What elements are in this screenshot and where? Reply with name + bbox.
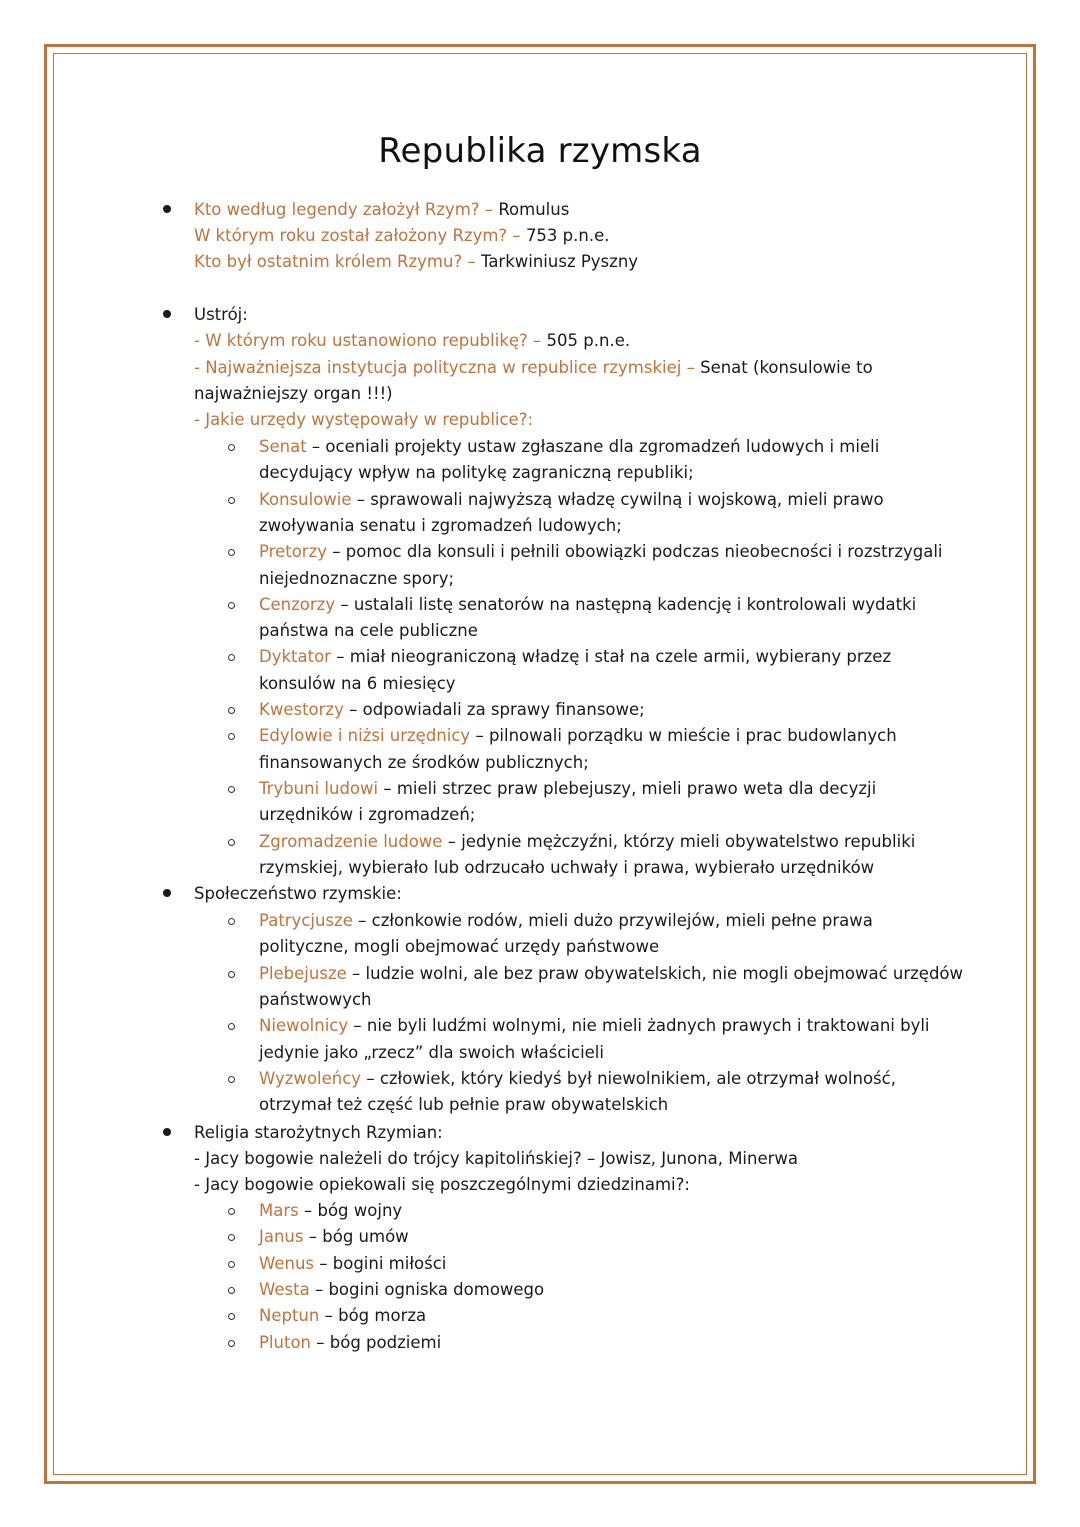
item-term: Pretorzy bbox=[259, 542, 328, 562]
item-dash: – bbox=[324, 1306, 333, 1326]
item-term: Wenus bbox=[259, 1253, 315, 1273]
question-text: Kto był ostatnim królem Rzymu? bbox=[194, 252, 463, 271]
item-description: bóg wojny bbox=[317, 1201, 403, 1220]
sub-bullet-icon bbox=[228, 1261, 235, 1268]
item-term: Plebejusze bbox=[259, 963, 347, 983]
item-dash: – bbox=[303, 1201, 313, 1220]
list-item bbox=[259, 541, 943, 563]
item-description: mieli strzec praw plebejuszy, mieli prawo weta dla decyzji bbox=[396, 778, 877, 798]
founding-question-1: Kto według legendy założył Rzym? – Romulus bbox=[194, 200, 570, 219]
heading-text: Ustrój: bbox=[194, 305, 248, 324]
list-item bbox=[259, 1068, 896, 1090]
item-term: Neptun bbox=[259, 1306, 320, 1326]
item-term: Zgromadzenie ludowe bbox=[259, 831, 443, 851]
item-description: bóg umów bbox=[322, 1227, 409, 1247]
ustroj-question-1: - W którym roku ustanowiono republikę? – 505 p.n.e. bbox=[194, 331, 631, 350]
item-description: odpowiadali za sprawy finansowe; bbox=[362, 700, 645, 719]
sub-bullet-icon bbox=[228, 497, 235, 504]
list-item-continuation bbox=[259, 515, 622, 537]
list-item bbox=[259, 1015, 930, 1037]
list-item bbox=[259, 1200, 402, 1222]
item-dash: – bbox=[447, 831, 456, 851]
answer-text: najważniejszy organ !!!) bbox=[194, 384, 393, 403]
item-dash: – bbox=[308, 1227, 317, 1247]
answer-text: Tarkwiniusz Pyszny bbox=[480, 252, 639, 271]
item-term: Westa bbox=[259, 1279, 310, 1299]
list-item bbox=[259, 1226, 409, 1248]
religia-question-1: - Jacy bogowie należeli do trójcy kapitolińskiej? – Jowisz, Junona, Minerwa bbox=[194, 1149, 799, 1168]
item-description: sprawowali najwyższą władzę cywilną i wojskową, mieli prawo bbox=[370, 489, 884, 509]
answer-text: 505 p.n.e. bbox=[546, 331, 631, 350]
list-item bbox=[259, 1253, 446, 1275]
religia-question-2 bbox=[194, 1174, 690, 1196]
list-item-continuation bbox=[259, 620, 478, 642]
spoleczenstwo-heading bbox=[194, 883, 402, 905]
list-item bbox=[259, 778, 876, 800]
sub-bullet-icon bbox=[228, 1340, 235, 1347]
item-dash: – bbox=[340, 594, 349, 614]
list-item-continuation bbox=[259, 857, 874, 879]
list-item bbox=[259, 699, 645, 721]
item-description: miał nieograniczoną władzę i stał na czele armii, wybierany przez bbox=[349, 647, 892, 667]
item-description: państwa na cele publiczne bbox=[259, 621, 478, 641]
list-item-continuation bbox=[259, 804, 475, 826]
item-description: ludzie wolni, ale bez praw obywatelskich, nie mogli obejmować urzędów bbox=[365, 963, 964, 983]
list-item-continuation bbox=[259, 1042, 604, 1064]
item-dash: – bbox=[349, 700, 358, 719]
item-description: bogini ogniska domowego bbox=[328, 1279, 545, 1299]
list-item bbox=[259, 1332, 441, 1354]
item-dash: – bbox=[332, 542, 341, 562]
heading-text: Społeczeństwo rzymskie: bbox=[194, 884, 402, 903]
item-dash: – bbox=[352, 963, 361, 983]
bullet-section-spoleczenstwo bbox=[163, 889, 171, 897]
item-description: decydujący wpływ na politykę zagraniczną republiki; bbox=[259, 463, 694, 483]
page-title: Republika rzymska bbox=[378, 131, 702, 171]
item-term: Patrycjusze bbox=[259, 911, 353, 930]
item-dash: – bbox=[316, 1332, 325, 1352]
item-description: jedynie mężczyźni, którzy mieli obywatelstwo republiki bbox=[461, 831, 916, 851]
list-item bbox=[259, 646, 891, 668]
item-description: pomoc dla konsuli i pełnili obowiązki podczas nieobecności i rozstrzygali bbox=[345, 542, 943, 562]
ustroj-question-3 bbox=[194, 409, 533, 431]
ustroj-question-2: - Najważniejsza instytucja polityczna w republice rzymskiej – Senat (konsulowie to bbox=[194, 358, 873, 377]
question-text: - Jacy bogowie należeli do trójcy kapitolińskiej? bbox=[194, 1149, 582, 1168]
item-term: Dyktator bbox=[259, 647, 331, 667]
item-description: jedynie jako „rzecz” dla swoich właścicieli bbox=[259, 1042, 604, 1062]
item-description: oceniali projekty ustaw zgłaszane dla zgromadzeń ludowych i mieli bbox=[325, 437, 880, 456]
item-dash: – bbox=[475, 726, 484, 746]
list-item bbox=[259, 831, 915, 853]
founding-question-3: Kto był ostatnim królem Rzymu? – Tarkwiniusz Pyszny bbox=[194, 252, 639, 271]
sub-bullet-icon bbox=[228, 839, 235, 846]
item-dash: – bbox=[383, 778, 392, 798]
list-item bbox=[259, 910, 873, 932]
item-dash: – bbox=[353, 1016, 362, 1036]
sub-bullet-icon bbox=[228, 918, 235, 925]
item-description: państwowych bbox=[259, 989, 372, 1009]
item-description: nie byli ludźmi wolnymi, nie mieli żadnych prawych i traktowani byli bbox=[366, 1016, 930, 1036]
bullet-section-founding bbox=[163, 205, 171, 213]
religia-heading bbox=[194, 1122, 443, 1144]
list-item-continuation bbox=[259, 989, 372, 1011]
item-term: Pluton bbox=[259, 1332, 312, 1352]
item-dash: – bbox=[336, 647, 345, 667]
item-dash: – bbox=[358, 911, 367, 930]
bullet-section-ustroj bbox=[163, 310, 171, 318]
list-item-continuation bbox=[259, 936, 659, 958]
item-dash: – bbox=[356, 489, 366, 509]
sub-bullet-icon bbox=[228, 1208, 235, 1215]
item-description: konsulów na 6 miesięcy bbox=[259, 673, 456, 693]
item-description: człowiek, który kiedyś był niewolnikiem, ale otrzymał wolność, bbox=[379, 1068, 896, 1088]
list-item bbox=[259, 594, 916, 616]
item-term: Cenzorzy bbox=[259, 594, 336, 614]
sub-bullet-icon bbox=[228, 1287, 235, 1294]
answer-text: Senat (konsulowie to bbox=[700, 358, 873, 377]
item-description: bogini miłości bbox=[332, 1253, 447, 1273]
list-item-continuation bbox=[259, 673, 456, 695]
item-term: Edylowie i niżsi urzędnicy bbox=[259, 726, 471, 746]
list-item bbox=[259, 436, 879, 458]
sub-bullet-icon bbox=[228, 786, 235, 793]
bullet-section-religia bbox=[163, 1128, 171, 1136]
item-term: Niewolnicy bbox=[259, 1016, 349, 1036]
item-term: Janus bbox=[259, 1227, 304, 1247]
sub-bullet-icon bbox=[228, 1076, 235, 1083]
answer-text: Jowisz, Junona, Minerwa bbox=[600, 1149, 799, 1168]
question-text: Kto według legendy założył Rzym? bbox=[194, 200, 480, 219]
question-text: - Jakie urzędy występowały w republice?: bbox=[194, 410, 534, 429]
ustroj-heading bbox=[194, 304, 248, 326]
item-dash: – bbox=[314, 1279, 324, 1299]
item-term: Kwestorzy bbox=[259, 700, 344, 719]
item-description: rzymskiej, wybierało lub odrzucało uchwały i prawa, wybierało urzędników bbox=[259, 857, 875, 877]
item-description: niejednoznaczne spory; bbox=[259, 568, 455, 588]
item-dash: – bbox=[366, 1068, 375, 1088]
question-text: - W którym roku ustanowiono republikę? bbox=[194, 331, 528, 350]
item-description: otrzymał też część lub pełnie praw obywatelskich bbox=[259, 1095, 669, 1115]
question-text: - Jacy bogowie opiekowali się poszczególnymi dziedzinami?: bbox=[194, 1175, 690, 1194]
question-text: - Najważniejsza instytucja polityczna w republice rzymskiej bbox=[194, 358, 682, 377]
heading-text: Religia starożytnych Rzymian: bbox=[194, 1123, 443, 1142]
item-term: Trybuni ludowi bbox=[259, 778, 379, 798]
item-term: Mars bbox=[259, 1201, 299, 1220]
sub-bullet-icon bbox=[228, 444, 235, 451]
item-description: bóg morza bbox=[338, 1306, 427, 1326]
founding-question-2: W którym roku został założony Rzym? – 753 p.n.e. bbox=[194, 226, 610, 245]
item-description: ustalali listę senatorów na następną kadencję i kontrolowali wydatki bbox=[353, 594, 917, 614]
item-description: członkowie rodów, mieli dużo przywilejów, mieli pełne prawa bbox=[371, 911, 873, 930]
list-item-continuation bbox=[259, 568, 454, 590]
item-dash: – bbox=[311, 437, 321, 456]
answer-text: 753 p.n.e. bbox=[525, 226, 610, 245]
list-item-continuation bbox=[259, 1094, 668, 1116]
sub-bullet-icon bbox=[228, 602, 235, 609]
list-item bbox=[259, 489, 884, 511]
list-item bbox=[259, 1305, 426, 1327]
list-item bbox=[259, 963, 963, 985]
list-item-continuation bbox=[259, 462, 694, 484]
item-term: Konsulowie bbox=[259, 489, 352, 509]
list-item bbox=[259, 725, 897, 747]
item-description: bóg podziemi bbox=[329, 1332, 442, 1352]
ustroj-question-2-cont bbox=[194, 383, 393, 405]
item-description: polityczne, mogli obejmować urzędy państwowe bbox=[259, 937, 660, 957]
item-term: Wyzwoleńcy bbox=[259, 1068, 362, 1088]
item-description: urzędników i zgromadzeń; bbox=[259, 805, 476, 825]
answer-text: Romulus bbox=[498, 200, 570, 219]
list-item bbox=[259, 1279, 544, 1301]
item-description: zwoływania senatu i zgromadzeń ludowych; bbox=[259, 515, 622, 535]
item-description: finansowanych ze środków publicznych; bbox=[259, 752, 589, 772]
list-item-continuation bbox=[259, 752, 589, 774]
sub-bullet-icon bbox=[228, 971, 235, 978]
item-dash: – bbox=[319, 1253, 328, 1273]
sub-bullet-icon bbox=[228, 707, 235, 714]
item-term: Senat bbox=[259, 437, 307, 456]
item-description: pilnowali porządku w mieście i prac budowlanych bbox=[488, 726, 897, 746]
question-text: W którym roku został założony Rzym? bbox=[194, 226, 508, 245]
